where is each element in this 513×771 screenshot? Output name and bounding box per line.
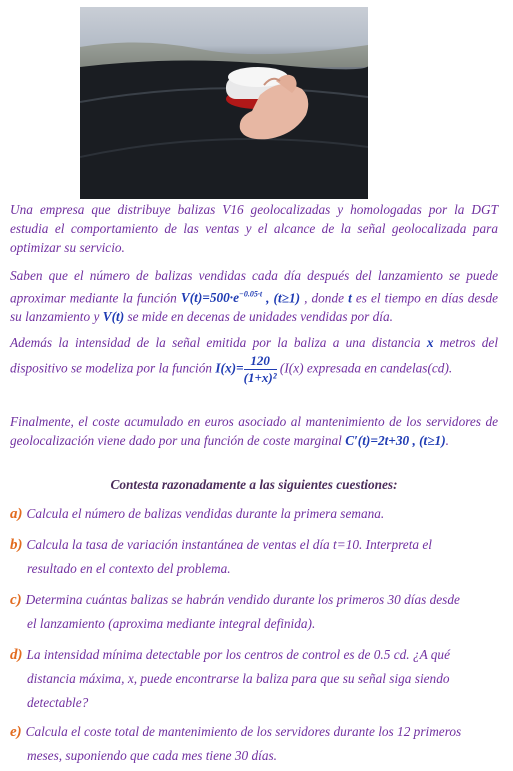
beacon-photo bbox=[80, 7, 368, 199]
sales-function: $V(t)=500\cdot e^{-0.05\cdot t}$ bbox=[180, 290, 263, 306]
intro-paragraph-1: Una empresa que distribuye balizas V16 geolocalizadas y homologadas por la DGT estudia el comportamiento de las ventas y el alcance de la señal geolocalizada para optimizar su servicio. bbox=[10, 202, 498, 255]
intro-paragraph-3: Además la intensidad de la señal emitida por la baliza a una distancia x metros del dispositivo se modeliza por la función I(x)= $\frac{120}{\text{(1+x)²}}$ (I(x) expresada en candelas(cd). bbox=[10, 335, 499, 385]
question-e: e) Calcula el coste total de mantenimiento de los servidores durante los 12 primeros meses, suponiendo que cada mes tiene 30 días. bbox=[10, 724, 462, 763]
questions-heading: Contesta razonadamente a las siguientes cuestiones: bbox=[110, 477, 398, 492]
question-b: b) Calcula la tasa de variación instantánea de ventas el día t=10. Interpreta el resultado en el contexto del problema. bbox=[10, 537, 432, 576]
intensity-fraction: $\frac{120}{\text{(1+x)²}}$ bbox=[243, 353, 277, 385]
question-c: c) Determina cuántas balizas se habrán vendido durante los primeros 30 días desde el lanzamiento (aproxima mediante integral definida). bbox=[10, 592, 460, 631]
question-d: d) La intensidad mínima detectable por los centros de control es de 0.5 cd. ¿A qué distancia máxima, x, puede encontrarse la baliza para que su señal siga siendo detectable? bbox=[10, 647, 450, 710]
question-a: a) Calcula el número de balizas vendidas durante la primera semana. bbox=[10, 506, 385, 522]
intro-paragraph-4: Finalmente, el coste acumulado en euros asociado al mantenimiento de los servidores de geolocalización viene dado por una función de coste marginal C′(t)=2t+30 , (t≥1). bbox=[10, 414, 498, 448]
intro-paragraph-2: Saben que el número de balizas vendidas cada día después del lanzamiento se puede aproximar mediante la función $V(t)=500\cdot e^{-0.05\cdot t}$ , (t≥1) , donde t es el tiempo en días desde su lanzamiento y V(t) se mide en decenas de unidades vendidas por día. bbox=[10, 268, 498, 325]
